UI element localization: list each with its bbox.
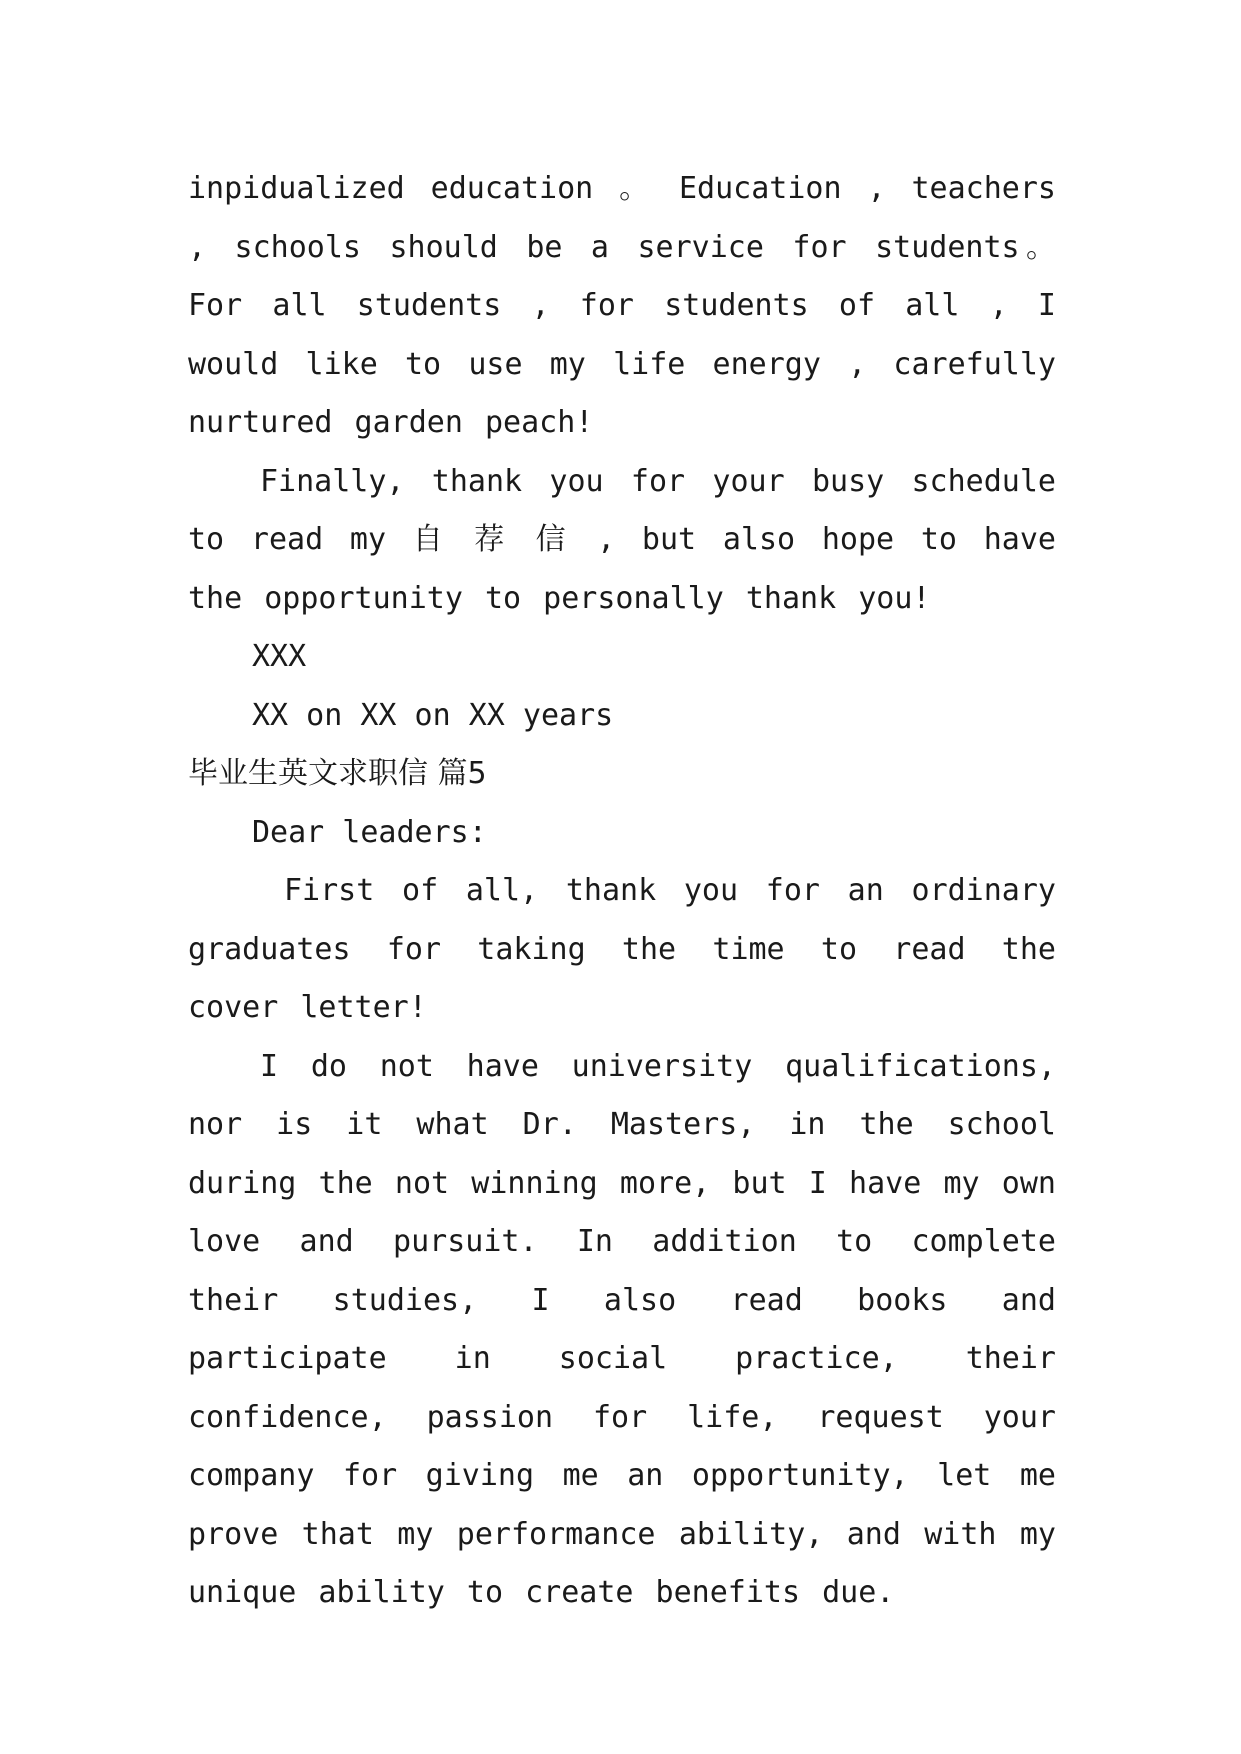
letter-body <box>188 160 1056 1623</box>
paragraph-intro: First of all, thank you for an ordinary graduates for taking the time to read the cover letter! <box>188 873 1056 1025</box>
section-heading: 毕业生英文求职信 篇5 <box>188 756 487 791</box>
paragraph-education: inpidualized education 。 Education , teachers , schools should be a service for students。 For all students , for students of all , I would like to use my life energy , carefully nurtured garden peach! <box>188 171 1056 440</box>
paragraph-thanks: Finally, thank you for your busy schedule to read my 自 荐 信 , but also hope to have the opportunity to personally thank you! <box>188 463 1056 616</box>
date-line: XX on XX on XX years <box>252 697 614 733</box>
paragraph-qualifications: I do not have university qualifications, nor is it what Dr. Masters, in the school during the not winning more, but I have my own love and pursuit. In addition to complete their studies, I also read books and participate in social practice, their confidence, passion for life, request your company for giving me an opportunity, let me prove that my performance ability, and with my unique ability to create benefits due. <box>188 1048 1056 1610</box>
greeting: Dear leaders: <box>252 814 487 850</box>
signature: XXX <box>252 639 307 674</box>
